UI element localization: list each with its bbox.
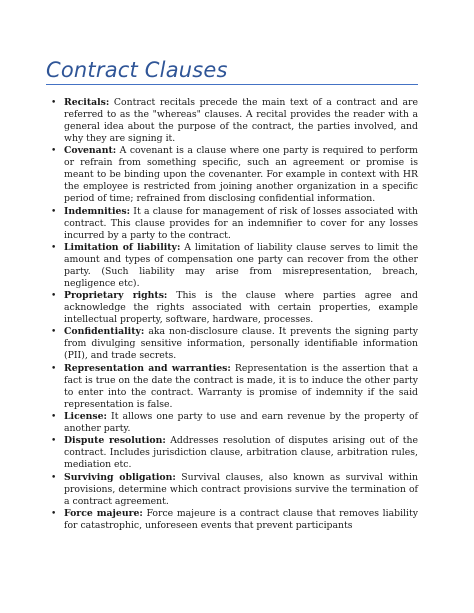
list-item [51,435,418,471]
clause-term: Confidentiality: [64,326,145,338]
bullet-icon: • [51,363,57,374]
list-item [51,507,418,532]
clause-description: Survival clauses, also known as survival within provisions, determine which contract provisions survive the termination of a contract agreement. [64,471,418,507]
clause-term: Proprietary rights: [64,290,168,302]
title-divider [46,84,418,85]
list-item [51,362,418,411]
page-title: Contract Clauses [46,58,228,82]
list-item [51,290,419,326]
bullet-icon: • [51,327,57,338]
bullet-icon: • [51,206,57,217]
clause-term: License: [64,411,107,423]
clause-term: Surviving obligation: [64,471,176,483]
list-item [51,241,419,290]
clause-description: Addresses resolution of disputes arising out of the contract. Includes jurisdiction clause, arbitration clause, arbitration rules, mediation etc. [64,435,418,471]
bullet-icon: • [51,98,57,108]
clause-description: It a clause for management of risk of losses associated with contract. This clause provides for an indemnifier to cover for any losses incurred by a party to the contract. [64,205,418,241]
bullet-icon: • [51,291,57,302]
clause-description: Contract recitals precede the main text of a contract and are referred to as the "whereas" clauses. A recital provides the reader with a general idea about the purpose of the contract, the parties involved, and why they are signing it. [64,97,418,144]
list-item [51,97,418,145]
list-item [51,326,418,362]
clause-description: It allows one party to use and earn revenue by the property of another party. [64,411,418,435]
clause-description: This is the clause where parties agree and acknowledge the rights associated with certain properties, example intellectual property, software, hardware, processes. [64,290,419,326]
bullet-icon: • [51,508,57,519]
bullet-icon: • [51,472,57,483]
bullet-icon: • [51,412,57,423]
clause-term: Dispute resolution: [64,435,166,447]
clause-term: Covenant: [64,145,117,157]
clause-description: A covenant is a clause where one party is required to perform or refrain from something specific, such an agreement or promise is meant to be binding upon the covenanter. For example in context with HR the employee is restricted from joining another organization in a specific period of time; refrained from disclosing confidential information. [64,145,418,205]
clause-term: Limitation of liability: [64,241,181,253]
clause-term: Indemnities: [64,205,131,217]
clause-list [51,97,419,532]
clause-description: Representation is the assertion that a fact is true on the date the contract is made, it is to induce the other party to enter into the contract. Warranty is promise of indemnity if the said representation is false. [64,362,418,410]
clause-term: Recitals: [64,97,110,108]
clause-term: Representation and warranties: [64,362,231,374]
list-item [51,471,418,508]
bullet-icon: • [51,146,57,157]
list-item [51,411,418,435]
clause-description: Force majeure is a contract clause that removes liability for catastrophic, unforeseen events that prevent participants [64,507,418,531]
list-item [51,205,418,242]
clause-description: aka non-disclosure clause. It prevents the signing party from divulging sensitive information, personally identifiable information (PII), and trade secrets. [64,326,418,362]
bullet-icon: • [51,242,57,253]
clause-term: Force majeure: [64,507,143,519]
bullet-icon: • [51,436,57,447]
list-item [51,145,418,205]
clause-description: A limitation of liability clause serves to limit the amount and types of compensation one party can recover from the other party. (Such liability may arise from misrepresentation, breach, negligence etc). [64,241,419,289]
